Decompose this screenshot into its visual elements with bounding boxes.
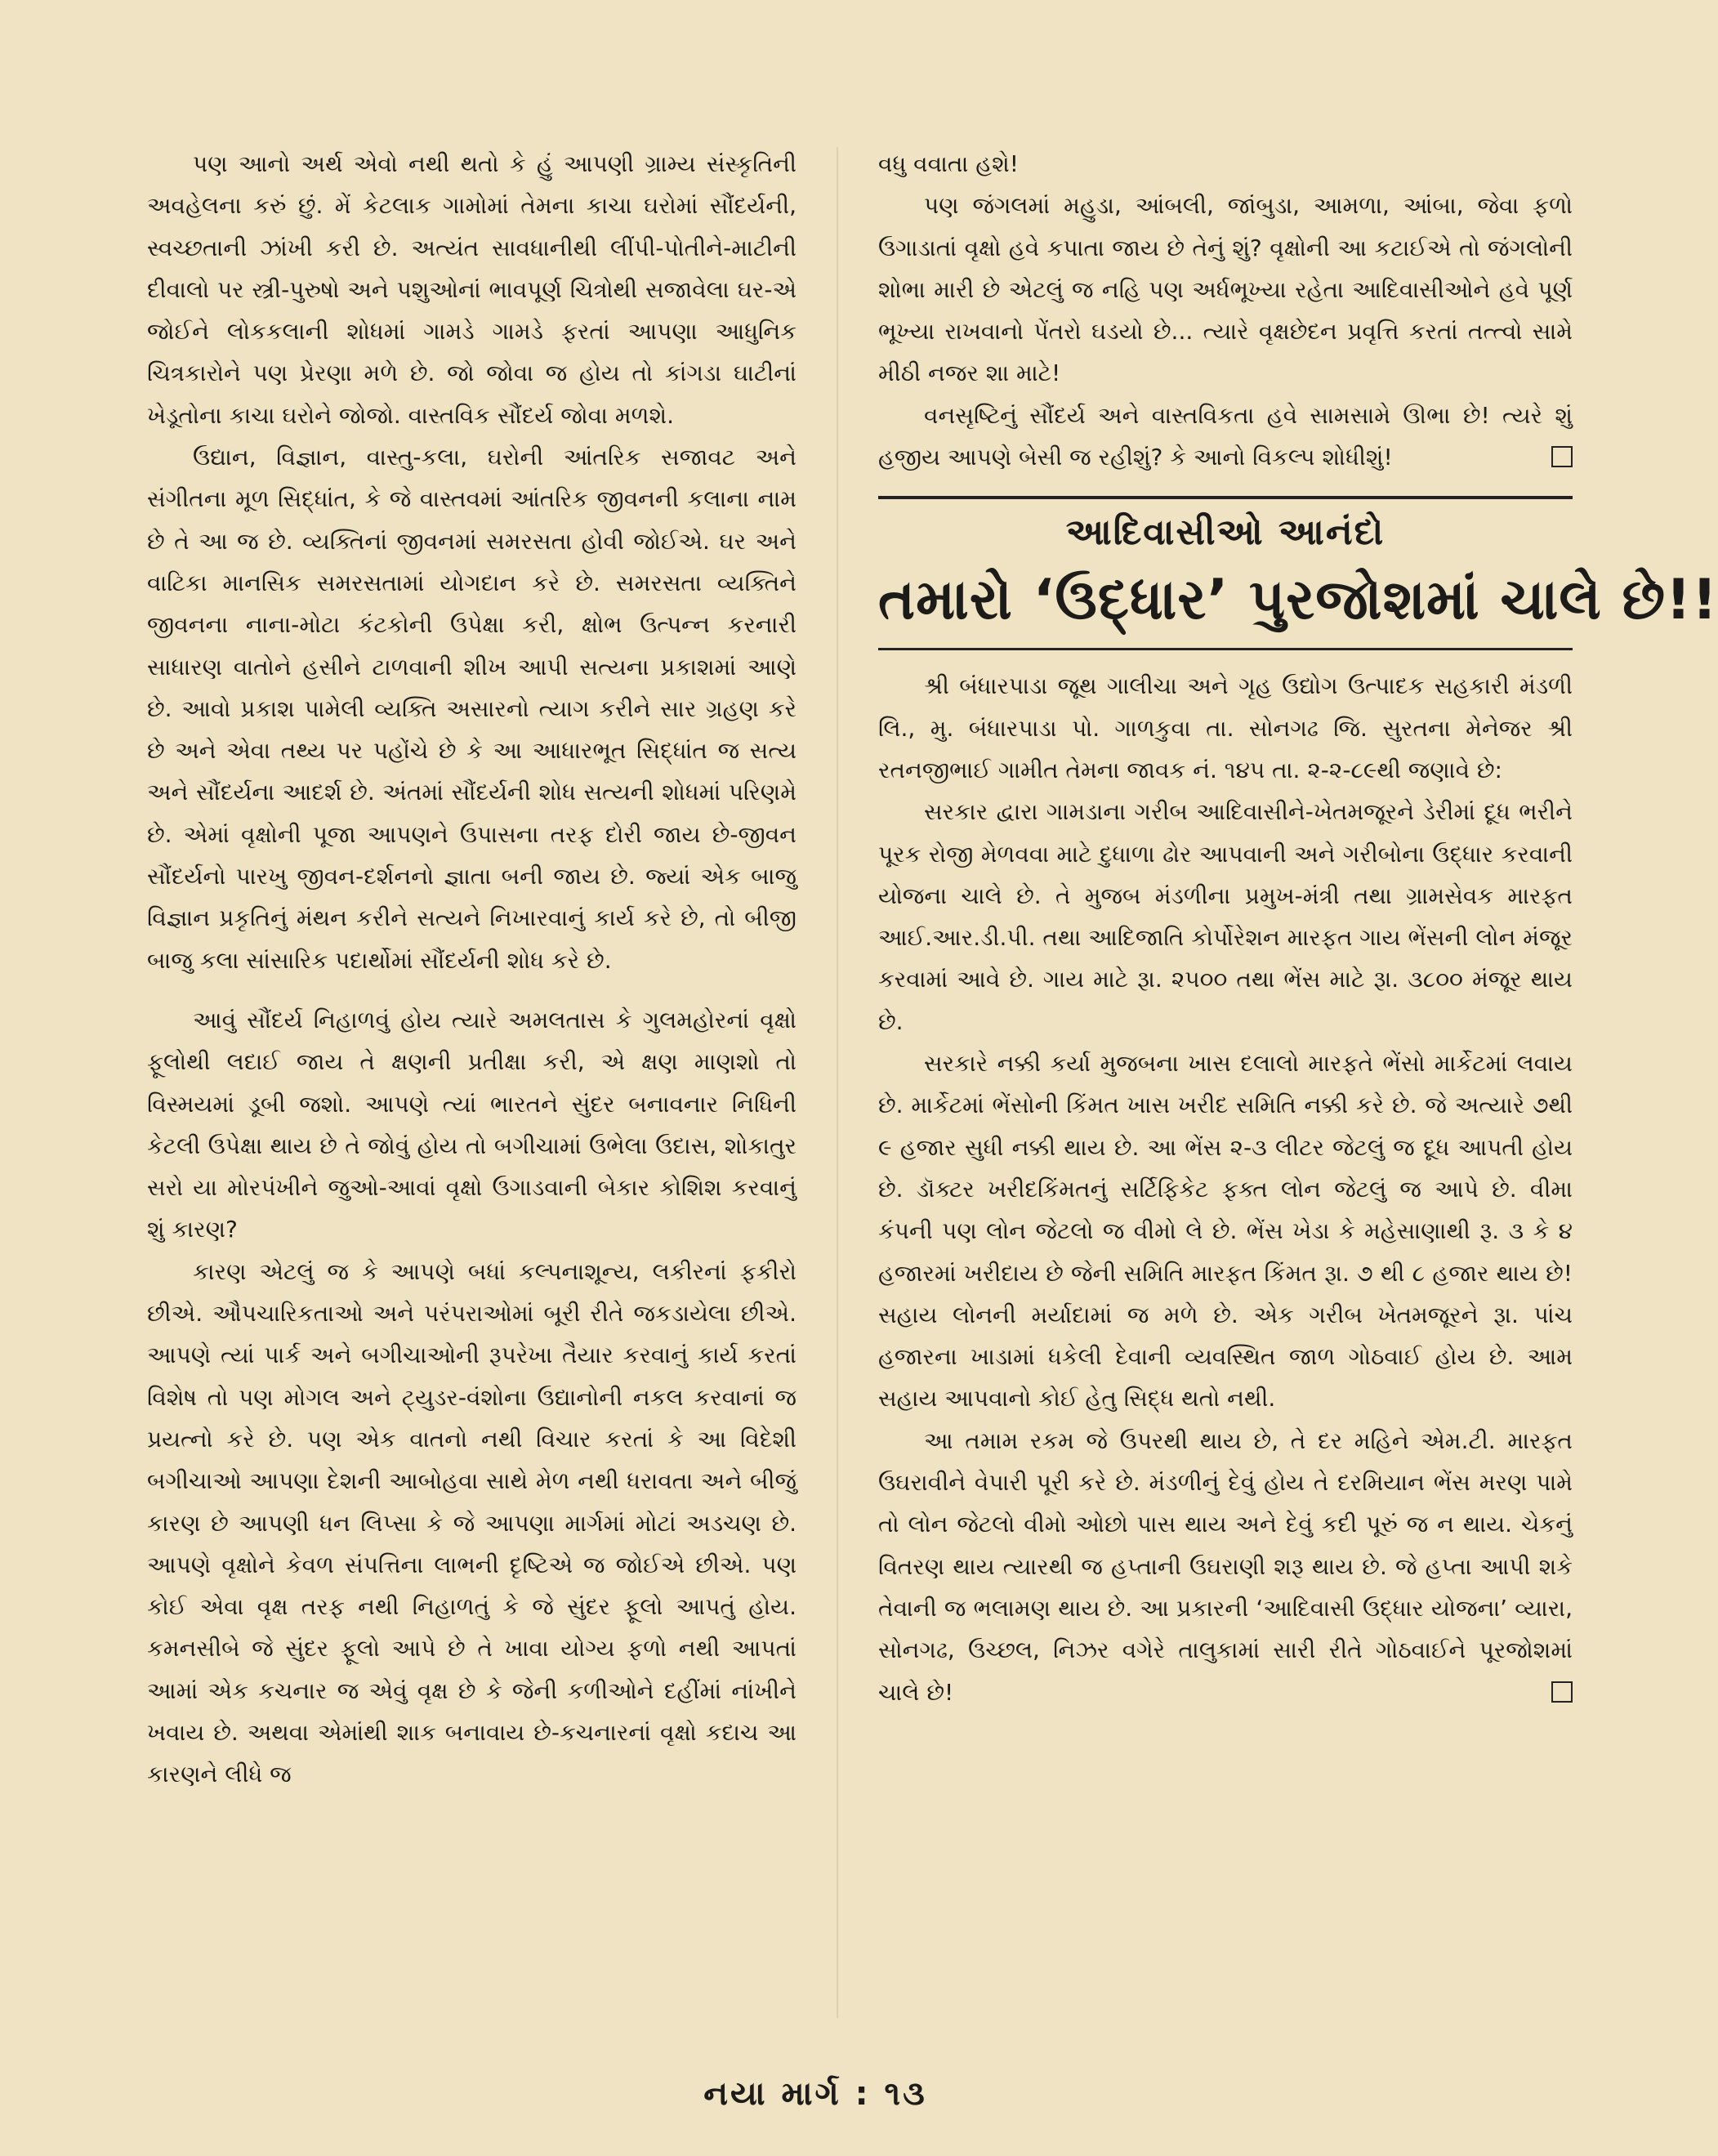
left-column: [147, 143, 797, 1796]
end-of-article-box-icon: [1551, 446, 1573, 467]
article-headline: [878, 504, 1718, 640]
article-paragraph-4-text: આ તમામ રકમ જે ઉપરથી થાય છે, તે દર મહિને એમ.ટી. મારફત ઉઘરાવીને વેપારી પૂરી કરે છે. મંડળીનું દેવું હોય તે દરમિયાન ભેંસ મરણ પામે તો લોન જેટલો વીમો ઓછો પાસ થાય અને દેવું કદી પૂરું જ ન થાય. ચેકનું વિતરણ થાય ત્યારથી જ હપ્તાની ઉઘરાણી શરૂ થાય છે. જે હપ્તા આપી શકે તેવાની જ ભલામણ થાય છે. આ પ્રકારની ‘આદિવાસી ઉદ્ધાર યોજના’ વ્યારા, સોનગઢ, ઉચ્છલ, નિઝર વગેરે તાલુકામાં સારી રીતે ગોઠવાઈને પૂરજોશમાં ચાલે છે!: [878, 1426, 1573, 1706]
left-paragraph-4: કારણ એટલું જ કે આપણે બધાં કલ્પનાશૂન્ય, લકીરનાં ફકીરો છીએ. ઔપચારિકતાઓ અને પરંપરાઓમાં બૂરી રીતે જકડાયેલા છીએ. આપણે ત્યાં પાર્ક અને બગીચાઓની રૂપરેખા તૈયાર કરવાનું કાર્ય કરતાં વિશેષ તો પણ મોગલ અને ટ્યુડર-વંશોના ઉદ્યાનોની નકલ કરવાનાં જ પ્રયત્નો કરે છે. પણ એક વાતનો નથી વિચાર કરતાં કે આ વિદેશી બગીચાઓ આપણા દેશની આબોહવા સાથે મેળ નથી ધરાવતા અને બીજું કારણ છે આપણી ધન લિપ્સા કે જે આપણા માર્ગમાં મોટાં અડચણ છે. આપણે વૃક્ષોને કેવળ સંપત્તિના લાભની દૃષ્ટિએ જ જોઈએ છીએ. પણ કોઈ એવા વૃક્ષ તરફ નથી નિહાળતું કે જે સુંદર ફૂલો આપતું હોય. કમનસીબે જે સુંદર ફૂલો આપે છે તે ખાવા યોગ્ય ફળો નથી આપતાં આમાં એક કચનાર જ એવું વૃક્ષ છે કે જેની કળીઓને દહીંમાં નાંખીને ખવાય છે. અથવા એમાંથી શાક બનાવાય છે-કચનારનાં વૃક્ષો કદાચ આ કારણને લીધે જ: [147, 1257, 797, 1788]
end-of-article-box-icon: [1551, 1681, 1573, 1703]
article-paragraph-1: શ્રી બંધારપાડા જૂથ ગાલીચા અને ગૃહ ઉદ્યોગ ઉત્પાદક સહકારી મંડળી લિ., મુ. બંધારપાડા પો. ગાળકુવા તા. સોનગઢ જિ. સુરતના મેનેજર શ્રી રતનજીભાઈ ગામીત તેમના જાવક નં. ૧૪૫ તા. ૨-૨-૮૯થી જણાવે છે:: [878, 672, 1573, 783]
article-paragraph-3: સરકારે નક્કી કર્યા મુજબના ખાસ દલાલો મારફતે ભેંસો માર્કેટમાં લવાય છે. માર્કેટમાં ભેંસોની કિંમત ખાસ ખરીદ સમિતિ નક્કી કરે છે. જે અત્યારે ૭થી ૯ હજાર સુધી નક્કી થાય છે. આ ભેંસ ૨-૩ લીટર જેટલું જ દૂધ આપતી હોય છે. ડૉક્ટર ખરીદકિંમતનું સર્ટિફિકેટ ફક્ત લોન જેટલું જ આપે છે. વીમા કંપની પણ લોન જેટલો જ વીમો લે છે. ભેંસ ખેડા કે મહેસાણાથી રૂ. ૩ કે ૪ હજારમાં ખરીદાય છે જેની સમિતિ મારફત કિંમત રૂા. ૭ થી ૮ હજાર થાય છે! સહાય લોનની મર્યાદામાં જ મળે છે. એક ગરીબ ખેતમજૂરને રૂા. પાંચ હજારના ખાડામાં ધકેલી દેવાની વ્યવસ્થિત જાળ ગોઠવાઈ હોય છે. આમ સહાય આપવાનો કોઈ હેતુ સિદ્ધ થતો નથી.: [878, 1050, 1573, 1413]
headline-line-2: તમારો ‘ઉદ્ધાર’ પુરજોશમાં ચાલે છે!!: [878, 568, 1718, 633]
headline-line-1: આદિવાસીઓ આનંદો: [1065, 511, 1386, 554]
right-column: [878, 143, 1718, 1713]
left-paragraph-3: આવું સૌંદર્ય નિહાળવું હોય ત્યારે અમલતાસ કે ગુલમહોરનાં વૃક્ષો ફૂલોથી લદાઈ જાય તે ક્ષણની પ્રતીક્ષા કરી, એ ક્ષણ માણશો તો વિસ્મયમાં ડૂબી જશો. આપણે ત્યાં ભારતને સુંદર બનાવનાર નિધિની કેટલી ઉપેક્ષા થાય છે તે જોવું હોય તો બગીચામાં ઉભેલા ઉદાસ, શોકાતુર સરો યા મોરપંખીને જુઓ-આવાં વૃક્ષો ઉગાડવાની બેકાર કોશિશ કરવાનું શું કારણ?: [147, 1006, 797, 1243]
article-paragraph-2: સરકાર દ્વારા ગામડાના ગરીબ આદિવાસીને-ખેતમજૂરને ડેરીમાં દૂધ ભરીને પૂરક રોજી મેળવવા માટે દુધાળા ઢોર આપવાની અને ગરીબોના ઉદ્ધાર કરવાની યોજના ચાલે છે. તે મુજબ મંડળીના પ્રમુખ-મંત્રી તથા ગ્રામસેવક મારફત આઈ.આર.ડી.પી. તથા આદિજાતિ કોર્પોરેશન મારફત ગાય ભેંસની લોન મંજૂર કરવામાં આવે છે. ગાય માટે રૂા. ૨૫૦૦ તથા ભેંસ માટે રૂા. ૩૮૦૦ મંજૂર થાય છે.: [878, 798, 1573, 1035]
page-footer: નયા માર્ગ : ૧૩: [703, 2075, 927, 2113]
continuation-paragraph-2: [878, 395, 1573, 479]
headline-rule: [878, 648, 1573, 650]
left-paragraph-1: પણ આનો અર્થ એવો નથી થતો કે હું આપણી ગ્રામ્ય સંસ્કૃતિની અવહેલના કરું છું. મેં કેટલાક ગામોમાં તેમના કાચા ઘરોમાં સૌંદર્યની, સ્વચ્છતાની ઝાંખી કરી છે. અત્યંત સાવધાનીથી લીંપી-પોતીને-માટીની દીવાલો પર સ્ત્રી-પુરુષો અને પશુઓનાં ભાવપૂર્ણ ચિત્રોથી સજાવેલા ઘર-એ જોઈને લોકકલાની શોધમાં ગામડે ગામડે ફરતાં આપણા આધુનિક ચિત્રકારોને પણ પ્રેરણા મળે છે. જો જોવા જ હોય તો કાંગડા ઘાટીનાં ખેડૂતોના કાચા ઘરોને જોજો. વાસ્તવિક સૌંદર્ય જોવા મળશે.: [147, 150, 797, 429]
left-paragraph-2: ઉદ્યાન, વિજ્ઞાન, વાસ્તુ-કલા, ઘરોની આંતરિક સજાવટ અને સંગીતના મૂળ સિદ્ધાંત, કે જે વાસ્તવમાં આંતરિક જીવનની કલાના નામ છે તે આ જ છે. વ્યક્તિનાં જીવનમાં સમરસતા હોવી જોઈએ. ઘર અને વાટિકા માનસિક સમરસતામાં યોગદાન કરે છે. સમરસતા વ્યક્તિને જીવનના નાના-મોટા કંટકોની ઉપેક્ષા કરી, ક્ષોભ ઉત્પન્ન કરનારી સાધારણ વાતોને હસીને ટાળવાની શીખ આપી સત્યના પ્રકાશમાં આણે છે. આવો પ્રકાશ પામેલી વ્યક્તિ અસારનો ત્યાગ કરીને સાર ગ્રહણ કરે છે અને એવા તથ્ય પર પહોંચે છે કે આ આધારભૂત સિદ્ધાંત જ સત્ય અને સૌંદર્યના આદર્શ છે. અંતમાં સૌંદર્યની શોધ સત્યની શોધમાં પરિણમે છે. એમાં વૃક્ષોની પૂજા આપણને ઉપાસના તરફ દોરી જાય છે-જીવન સૌંદર્યનો પારખુ જીવન-દર્શનનો જ્ઞાતા બની જાય છે. જ્યાં એક બાજુ વિજ્ઞાન પ્રકૃતિનું મંથન કરીને સત્યને નિખારવાનું કાર્ય કરે છે, તો બીજી બાજુ કલા સાંસારિક પદાર્થોમાં સૌંદર્યની શોધ કરે છે.: [147, 444, 797, 974]
continuation-paragraph-2-text: વનસૃષ્ટિનું સૌંદર્ય અને વાસ્તવિકતા હવે સામસામે ઊભા છે! ત્યરે શું હજીય આપણે બેસી જ રહીશું? કે આનો વિકલ્પ શોધીશું!: [878, 401, 1573, 471]
continuation-line: વધુ વવાતા હશે!: [878, 150, 1019, 177]
column-gutter: [837, 147, 838, 2018]
article-divider: [878, 496, 1573, 499]
article-paragraph-4: [878, 1420, 1573, 1713]
continuation-paragraph-1: પણ જંગલમાં મહુડા, આંબલી, જાંબુડા, આમળા, આંબા, જેવા ફળો ઉગાડાતાં વૃક્ષો હવે કપાતા જાય છે તેનું શું? વૃક્ષોની આ કટાઈએ તો જંગલોની શોભા મારી છે એટલું જ નહિ પણ અર્ધભૂખ્યા રહેતા આદિવાસીઓને હવે પૂર્ણ ભૂખ્યા રાખવાનો પેંતરો ઘડયો છે... ત્યારે વૃક્ષછેદન પ્રવૃત્તિ કરતાં તત્ત્વો સામે મીઠી નજર શા માટે!: [878, 192, 1573, 387]
